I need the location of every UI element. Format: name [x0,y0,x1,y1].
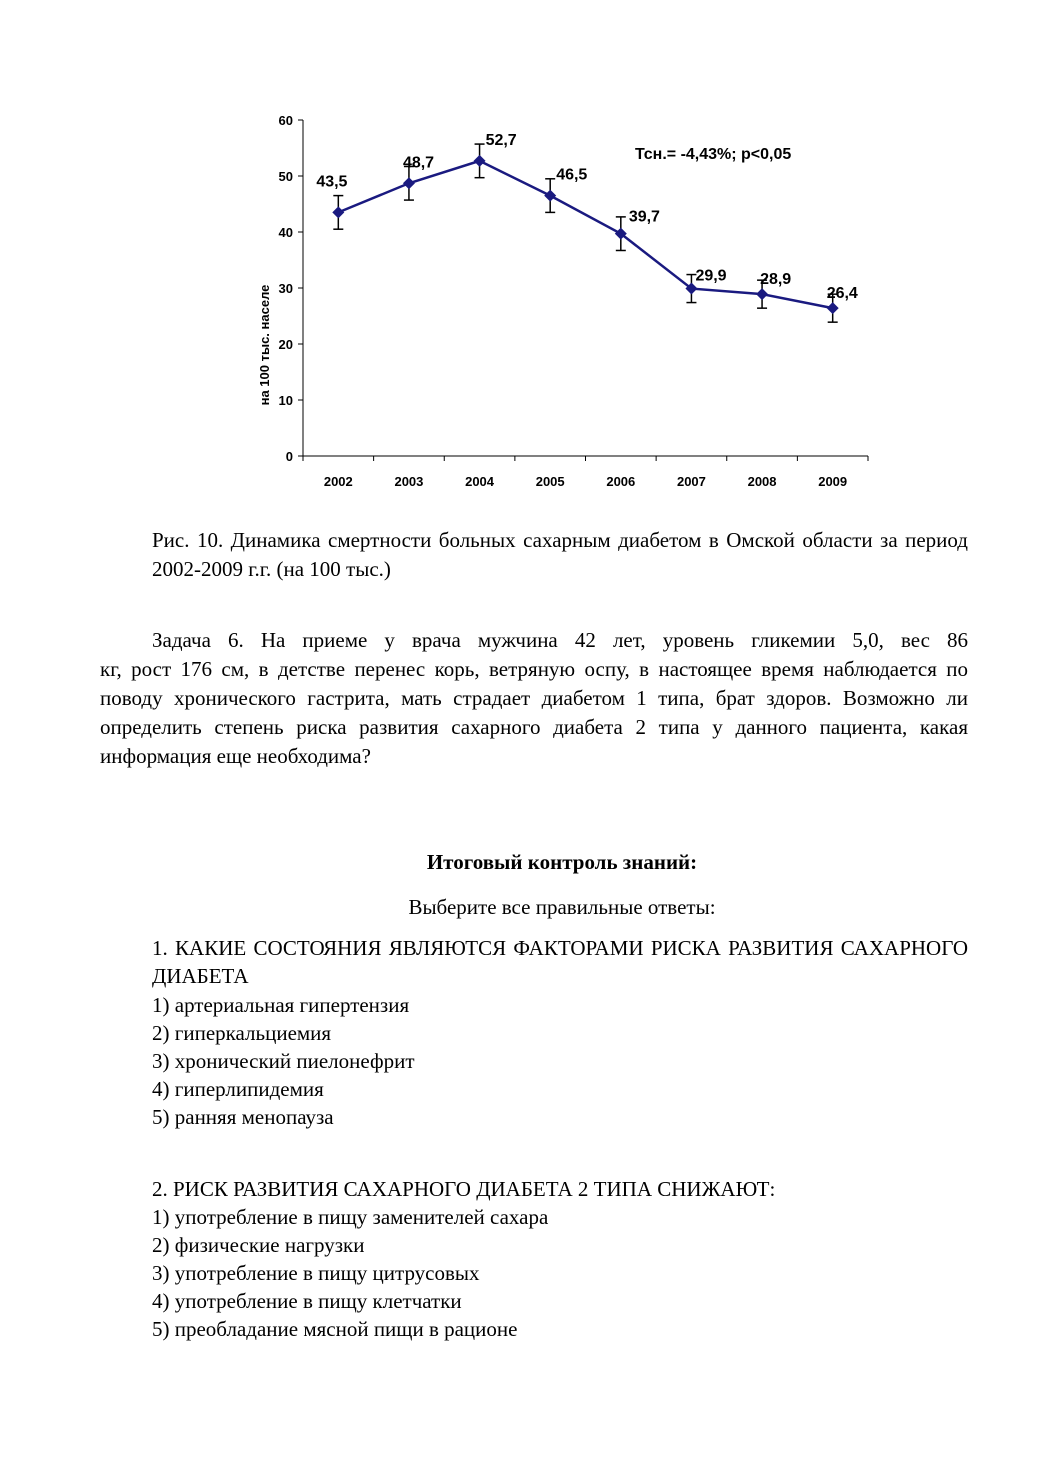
question-1-options [152,991,415,1131]
option: 2) физические нагрузки [152,1233,365,1257]
option: 2) гиперкальциемия [152,1021,332,1045]
x-tick-label: 2009 [818,474,848,489]
x-tick-label: 2007 [676,474,706,489]
chart-annotation: Тсн.= -4,43%; р<0,05 [635,146,792,163]
task-6 [100,626,968,771]
data-label: 48,7 [402,154,435,172]
x-tick-label: 2005 [535,474,565,489]
option: 5) преобладание мясной пищи в рационе [152,1317,518,1341]
option: 3) употребление в пищу цитрусовых [152,1261,480,1285]
data-point [403,177,415,189]
instruction: Выберите все правильные ответы: [408,895,716,919]
y-tick-label: 10 [278,393,293,408]
question-2-title: 2. РИСК РАЗВИТИЯ САХАРНОГО ДИАБЕТА 2 ТИПА СНИЖАЮТ: [152,1177,776,1201]
data-label: 52,7 [485,131,517,149]
task-6-first-line: Задача 6. На приеме у врача мужчина 42 лет, уровень гликемии 5,0, вес 86 [152,628,968,652]
y-tick-label: 20 [278,337,293,352]
x-tick-label: 2002 [323,474,353,489]
y-tick-label: 60 [278,113,293,128]
data-point [827,302,839,314]
x-tick-label: 2006 [606,474,636,489]
data-label: 39,7 [628,208,660,226]
y-tick-label: 30 [278,281,293,296]
x-tick-label: 2003 [394,474,424,489]
option: 4) употребление в пищу клетчатки [152,1289,462,1313]
data-label: 29,9 [695,267,727,285]
y-tick-label: 50 [278,169,293,184]
x-tick-label: 2008 [747,474,777,489]
y-tick-label: 0 [285,449,293,464]
figure-caption: Рис. 10. Динамика смертности больных сахарным диабетом в Омской области за период 2002-2009 г.г. (на 100 тыс.) [152,528,968,581]
question-1-title: 1. КАКИЕ СОСТОЯНИЯ ЯВЛЯЮТСЯ ФАКТОРАМИ РИСКА РАЗВИТИЯ САХАРНОГО ДИАБЕТА [152,936,968,988]
chart-ylabel: на 100 тыс. населе [257,284,272,406]
task-6-body: кг, рост 176 см, в детстве перенес корь, ветряную оспу, в настоящее время наблюдается по поводу хронического гастрита, мать страдает диабетом 1 типа, брат здоров. Возможно ли определить степень риска развития сахарного диабета 2 типа у данного пациента, какая информация еще необходима? [100,657,968,768]
section-title: Итоговый контроль знаний: [426,850,698,874]
data-point [474,155,486,167]
option: 1) употребление в пищу заменителей сахара [152,1205,549,1229]
option: 3) хронический пиелонефрит [152,1049,415,1073]
data-label: 28,9 [760,271,792,289]
data-point [332,206,344,218]
data-label: 46,5 [556,166,588,184]
data-point [756,288,768,300]
option: 5) ранняя менопауза [152,1105,334,1129]
y-tick-label: 40 [278,225,293,240]
data-point [544,190,556,202]
option: 4) гиперлипидемия [152,1077,324,1101]
mortality-chart [240,110,900,500]
question-2-options [152,1203,548,1343]
option: 1) артериальная гипертензия [152,993,410,1017]
x-tick-label: 2004 [465,474,495,489]
data-label: 43,5 [316,173,348,191]
data-label: 26,4 [826,285,858,303]
